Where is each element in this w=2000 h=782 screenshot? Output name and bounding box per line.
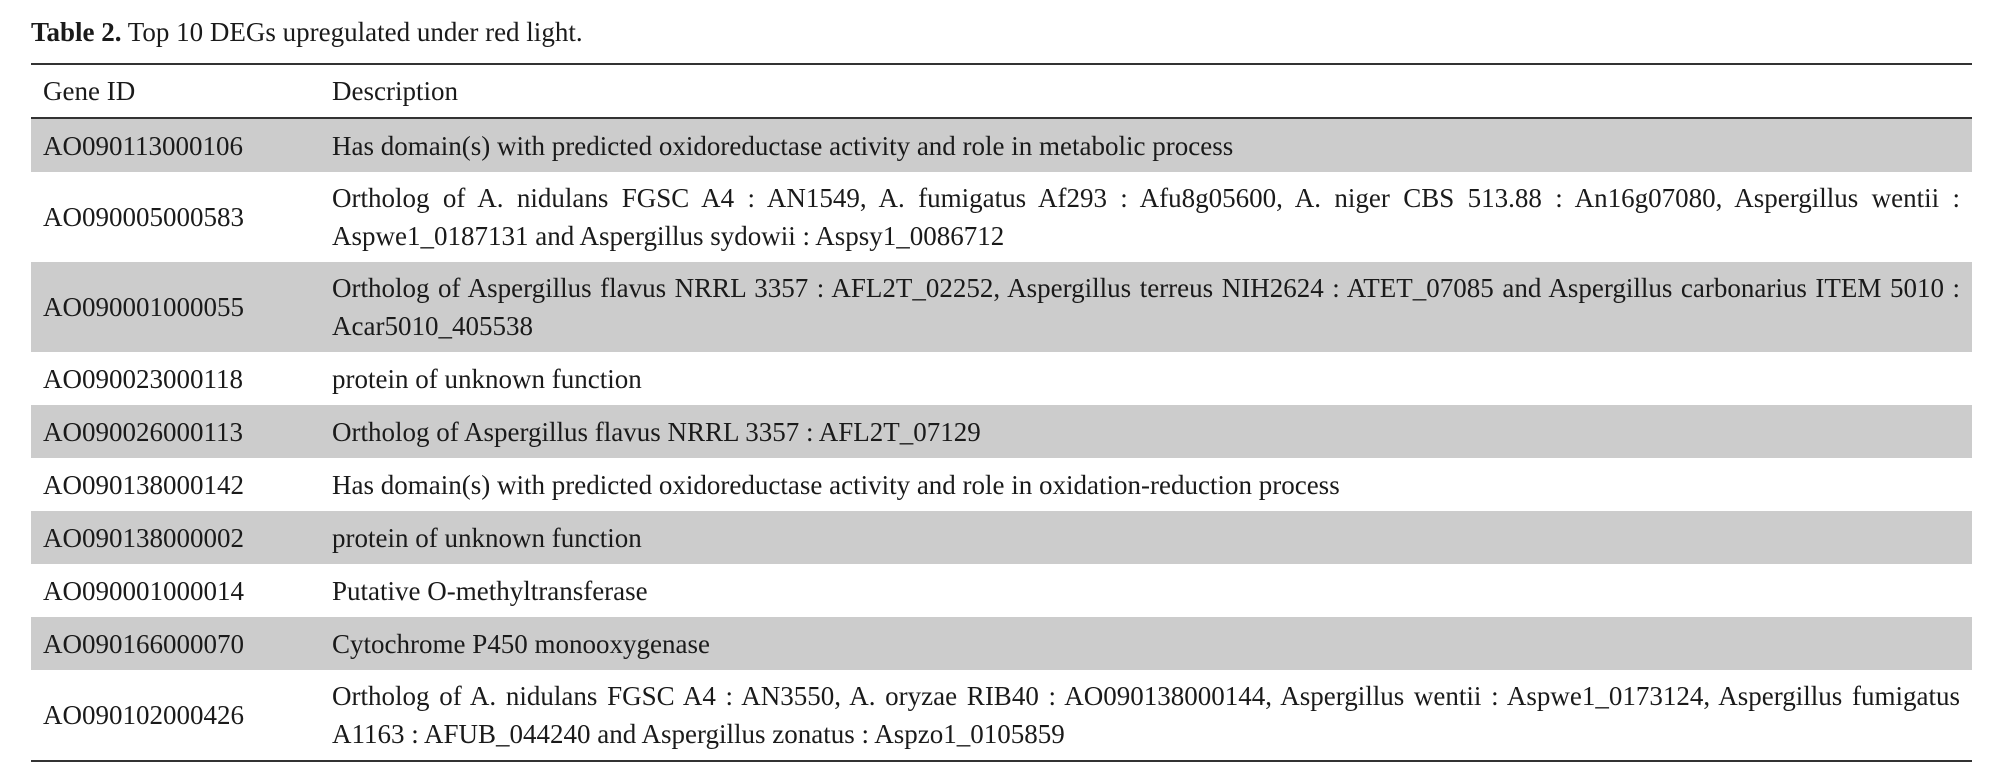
gene-id-cell: AO090023000118 (43, 363, 243, 394)
gene-id-cell: AO090001000014 (43, 575, 244, 606)
description-cell: Ortholog of Aspergillus flavus NRRL 3357 : AFL2T_07129 (332, 416, 981, 447)
table-row (31, 352, 1972, 405)
gene-id-cell: AO090001000055 (43, 292, 244, 322)
table-row (31, 617, 1972, 670)
description-cell: Ortholog of Aspergillus flavus NRRL 3357 : AFL2T_02252, Aspergillus terreus NIH2624 : ATET_07085 and Aspergillus carbonarius ITEM 5010 : Acar5010_405538 (332, 273, 1960, 341)
description-cell: Has domain(s) with predicted oxidoreductase activity and role in oxidation-reduction process (332, 469, 1340, 500)
description-cell: Ortholog of A. nidulans FGSC A4 : AN3550, A. oryzae RIB40 : AO090138000144, Aspergillus wentii : Aspwe1_0173124, Aspergillus fumigatus A1163 : AFUB_044240 and Aspergillus zonatus : Aspzo1_0105859 (332, 681, 1960, 749)
description-cell: protein of unknown function (332, 522, 642, 553)
table-caption (31, 12, 583, 52)
description-cell: Ortholog of A. nidulans FGSC A4 : AN1549, A. fumigatus Af293 : Afu8g05600, A. niger CBS 513.88 : An16g07080, Aspergillus wentii : Aspwe1_0187131 and Aspergillus sydowii : Aspsy1_0086712 (332, 183, 1960, 251)
table-body (31, 118, 1972, 761)
header-gene-id: Gene ID (43, 76, 136, 106)
table-row (31, 262, 1972, 352)
deg-table (31, 63, 1972, 762)
gene-id-cell: AO090166000070 (43, 628, 244, 659)
gene-id-cell: AO090102000426 (43, 700, 244, 730)
header-description: Description (332, 76, 458, 106)
table-caption-text: Top 10 DEGs upregulated under red light. (121, 17, 583, 47)
header-row (31, 64, 1972, 118)
table-row (31, 172, 1972, 262)
gene-id-cell: AO090005000583 (43, 202, 244, 232)
description-cell: Putative O-methyltransferase (332, 575, 648, 606)
table-row (31, 564, 1972, 617)
gene-id-cell: AO090113000106 (43, 130, 243, 161)
description-cell: Has domain(s) with predicted oxidoreductase activity and role in metabolic process (332, 130, 1234, 161)
table-row (31, 458, 1972, 511)
table-header (31, 64, 1972, 118)
table-row (31, 511, 1972, 564)
gene-id-cell: AO090138000002 (43, 522, 244, 553)
table-row (31, 405, 1972, 458)
table-row (31, 670, 1972, 761)
description-cell: Cytochrome P450 monooxygenase (332, 628, 710, 659)
description-cell: protein of unknown function (332, 363, 642, 394)
gene-id-cell: AO090026000113 (43, 416, 243, 447)
table-row (31, 118, 1972, 172)
gene-id-cell: AO090138000142 (43, 469, 244, 500)
table-caption-label: Table 2. (31, 17, 122, 47)
